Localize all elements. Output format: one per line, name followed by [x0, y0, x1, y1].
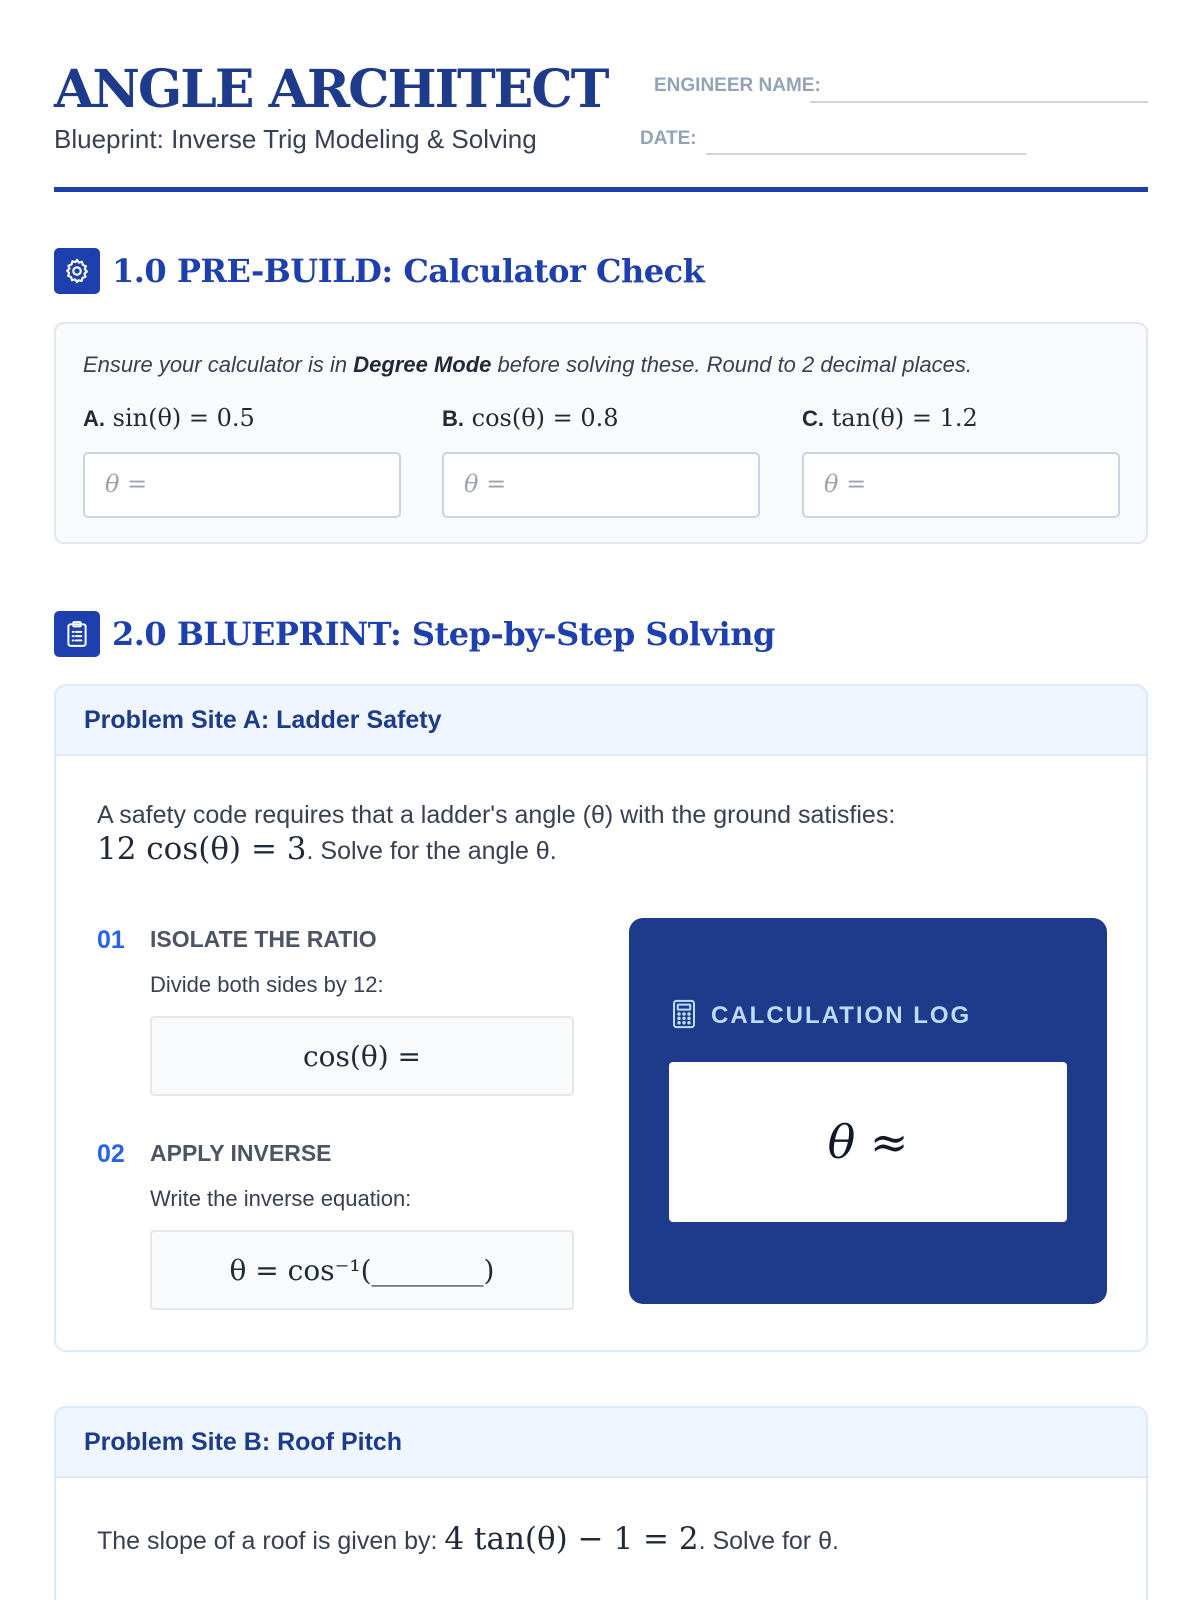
problem-equation: 12 cos(θ) = 3	[97, 831, 307, 867]
problem-title: Problem Site B: Roof Pitch	[56, 1408, 1146, 1478]
calculator-check-box	[54, 322, 1148, 544]
step-answer-box[interactable]: cos(θ) =	[150, 1016, 574, 1096]
final-answer-box[interactable]: θ ≈	[669, 1062, 1067, 1222]
calculation-log-title: CALCULATION LOG	[711, 1002, 972, 1029]
step-isolate	[97, 926, 577, 1106]
problem-card-b	[54, 1406, 1148, 1600]
section-blueprint-heading	[54, 611, 1148, 659]
answer-input-a[interactable]: θ =	[83, 452, 401, 518]
calc-item-c	[802, 404, 1120, 518]
calc-item-b	[442, 404, 760, 518]
calc-item-label: B. cos(θ) = 0.8	[442, 404, 619, 432]
page-subtitle: Blueprint: Inverse Trig Modeling & Solving	[54, 124, 537, 154]
step-number: 02	[97, 1140, 125, 1168]
worksheet-header	[54, 58, 1148, 192]
section-title: 2.0 BLUEPRINT: Step-by-Step Solving	[112, 615, 775, 653]
instruction-note: Ensure your calculator is in Degree Mode before solving these. Round to 2 decimal places.	[83, 352, 973, 377]
calc-item-label: A. sin(θ) = 0.5	[83, 404, 255, 432]
answer-input-c[interactable]: θ =	[802, 452, 1120, 518]
calculation-log-panel	[629, 918, 1107, 1304]
problem-title: Problem Site A: Ladder Safety	[56, 686, 1146, 756]
step-apply-inverse	[97, 1140, 577, 1320]
date-label: DATE:	[640, 128, 697, 149]
problem-card-a	[54, 684, 1148, 1352]
step-answer-box[interactable]: θ = cos⁻¹(________)	[150, 1230, 574, 1310]
step-description: Write the inverse equation:	[150, 1186, 412, 1211]
page-title: ANGLE ARCHITECT	[54, 59, 608, 120]
worksheet-page	[54, 0, 1148, 1600]
date-field[interactable]	[706, 125, 1026, 155]
gear-icon	[54, 248, 100, 294]
engineer-name-field[interactable]	[810, 73, 1148, 103]
step-title: ISOLATE THE RATIO	[150, 926, 377, 952]
calc-item-label: C. tan(θ) = 1.2	[802, 404, 978, 432]
step-title: APPLY INVERSE	[150, 1140, 332, 1166]
problem-statement: A safety code requires that a ladder's angle (θ) with the ground satisfies: 12 cos(θ) = 3. Solve for the angle θ.	[97, 801, 896, 867]
calc-item-a	[83, 404, 401, 518]
problem-statement: The slope of a roof is given by: 4 tan(θ) − 1 = 2. Solve for θ.	[97, 1521, 839, 1557]
problem-equation: 4 tan(θ) − 1 = 2	[444, 1521, 699, 1557]
step-description: Divide both sides by 12:	[150, 972, 384, 997]
step-number: 01	[97, 926, 125, 954]
clipboard-icon	[54, 611, 100, 657]
section-title: 1.0 PRE-BUILD: Calculator Check	[112, 252, 705, 290]
calculation-log-header	[671, 1000, 971, 1032]
section-prebuild-heading	[54, 248, 1148, 296]
engineer-name-label: ENGINEER NAME:	[654, 75, 821, 96]
answer-input-b[interactable]: θ =	[442, 452, 760, 518]
calculator-icon	[671, 999, 697, 1034]
